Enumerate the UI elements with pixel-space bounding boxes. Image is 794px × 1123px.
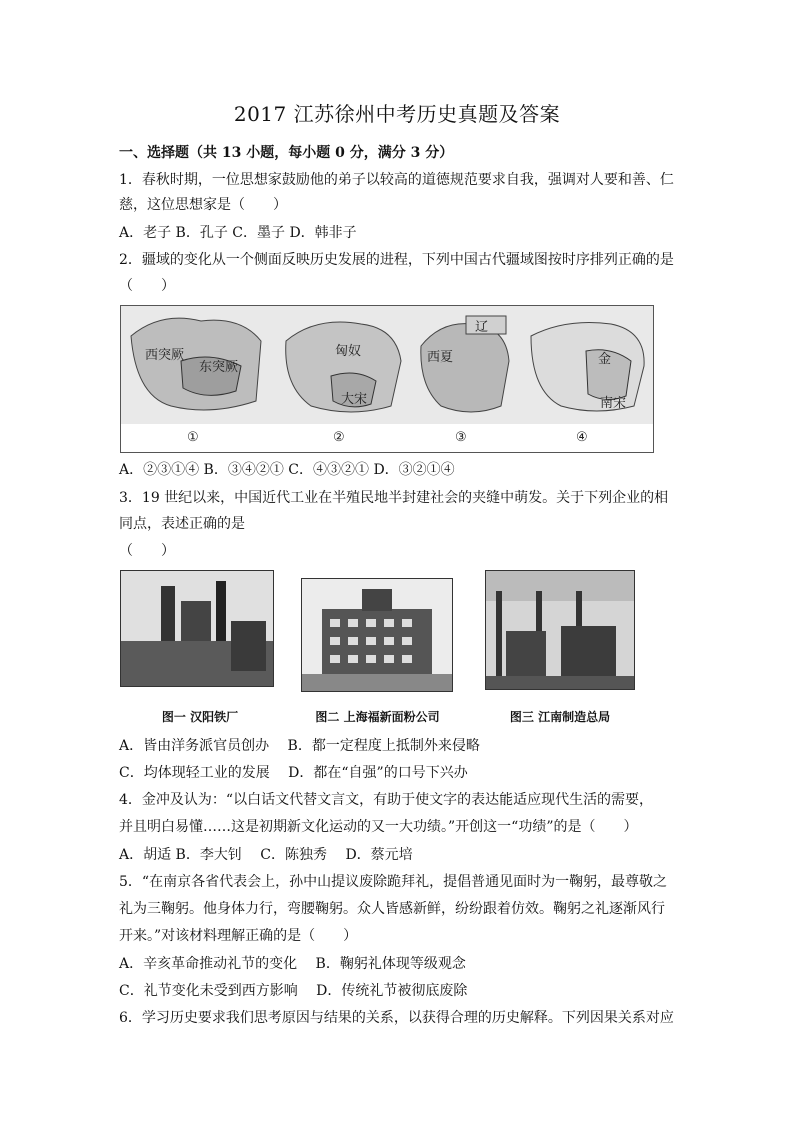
photo-fuxin-drawing: [302, 579, 452, 691]
q5-stem-line3: 开来。”对该材料理解正确的是（ ）: [119, 928, 358, 944]
photo-hanyang-drawing: [121, 571, 273, 686]
q3-stem-line3: （ ）: [119, 543, 175, 559]
map-3-label-a: 辽: [475, 320, 489, 335]
map-4-drawing: [516, 306, 653, 424]
photo-jiangnan-drawing: [486, 571, 634, 689]
q3-stem-line1: 3．19 世纪以来，中国近代工业在半殖民地半封建社会的夹缝中萌发。关于下列企业的相: [119, 490, 669, 506]
caption-photo-2: 图二 上海福新面粉公司: [315, 710, 440, 724]
map-4-label-a: 金: [598, 352, 612, 367]
map-3-label-b: 西夏: [427, 350, 454, 365]
map-2-label-b: 大宋: [341, 392, 368, 407]
map-3-drawing: [411, 306, 516, 424]
q3-options-cd: C．均体现轻工业的发展 D．都在“自强”的口号下兴办: [119, 765, 468, 781]
map-4-number: ④: [576, 430, 588, 445]
map-3-number: ③: [455, 430, 467, 445]
photo-jiangnan-arsenal: [485, 570, 635, 690]
q4-stem-line2: 并且明白易懂……这是初期新文化运动的又一大功绩。”开创这一“功绩”的是（ ）: [119, 819, 638, 835]
caption-photo-1: 图一 汉阳铁厂: [161, 710, 239, 724]
q5-stem-line2: 礼为三鞠躬。他身体力行，弯腰鞠躬。众人皆感新鲜，纷纷跟着仿效。鞠躬之礼逐渐风行: [119, 901, 665, 917]
map-2: [271, 306, 412, 452]
q3-options-ab: A．皆由洋务派官员创办 B．都一定程度上抵制外来侵略: [119, 738, 480, 754]
map-3: [411, 306, 517, 452]
q1-options: A．老子 B．孔子 C．墨子 D．韩非子: [119, 225, 357, 241]
section-heading: 一、选择题（共 13 小题，每小题 0 分，满分 3 分）: [119, 145, 454, 161]
q5-stem-line1: 5．“在南京各省代表会上，孙中山提议废除跪拜礼，提倡普通见面时为一鞠躬，最尊敬之: [119, 874, 668, 890]
q2-stem-line2: （ ）: [119, 278, 175, 294]
q1-stem-line2: 慈，这位思想家是（ ）: [119, 197, 287, 213]
q2-stem-line1: 2．疆域的变化从一个侧面反映历史发展的进程，下列中国古代疆域图按时序排列正确的是: [119, 252, 674, 268]
q5-options-ab: A．辛亥革命推动礼节的变化 B．鞠躬礼体现等级观念: [119, 956, 466, 972]
page-title: 2017 江苏徐州中考历史真题及答案: [233, 102, 561, 126]
q1-stem-line1: 1．春秋时期，一位思想家鼓励他的弟子以较高的道德规范要求自我，强调对人要和善、仁: [119, 172, 674, 188]
q5-options-cd: C．礼节变化未受到西方影响 D．传统礼节被彻底废除: [119, 983, 468, 999]
map-1: [121, 306, 272, 452]
q6-stem-line1: 6．学习历史要求我们思考原因与结果的关系，以获得合理的历史解释。下列因果关系对应: [119, 1010, 674, 1026]
map-4-label-b: 南宋: [600, 396, 627, 411]
caption-photo-3: 图三 江南制造总局: [509, 710, 611, 724]
q2-options: A．②③①④ B．③④②① C．④③②① D．③②①④: [119, 462, 455, 478]
map-1-label-b: 东突厥: [199, 360, 239, 375]
photo-fuxin-flour: [301, 578, 453, 692]
q4-stem-line1: 4．金冲及认为：“以白话文代替文言文，有助于使文字的表达能适应现代生活的需要，: [119, 792, 654, 808]
map-4: [516, 306, 653, 452]
q4-options: A．胡适 B．李大钊 C．陈独秀 D．蔡元培: [119, 847, 413, 863]
territory-maps-figure: [120, 305, 654, 453]
photo-hanyang-ironworks: [120, 570, 274, 687]
map-1-label-a: 西突厥: [145, 348, 185, 363]
map-1-drawing: [121, 306, 271, 424]
map-2-number: ②: [333, 430, 345, 445]
map-1-number: ①: [187, 430, 199, 445]
map-2-label-a: 匈奴: [335, 344, 362, 359]
q3-stem-line2: 同点，表述正确的是: [119, 516, 245, 532]
